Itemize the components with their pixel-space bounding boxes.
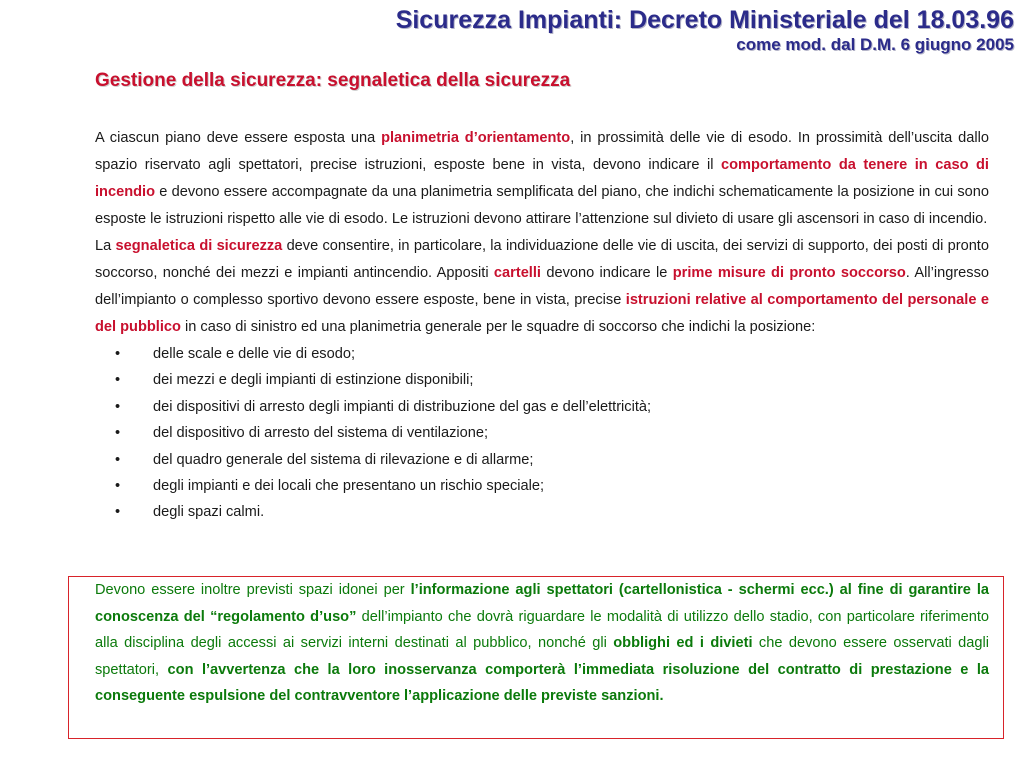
- list-item: • del quadro generale del sistema di rilevazione e di allarme;: [95, 447, 989, 473]
- highlight-segnaletica: segnaletica di sicurezza: [115, 238, 283, 254]
- highlight-planimetria: planimetria d’orientamento: [381, 130, 571, 146]
- highlight-comportamento: comportamento da tenere in caso di incendio: [95, 157, 989, 200]
- slide-body: [95, 125, 989, 526]
- list-item: • dei mezzi e degli impianti di estinzione disponibili;: [95, 367, 989, 393]
- paragraph-planimetria: A ciascun piano deve essere esposta una planimetria d’orientamento, in prossimità delle vie di esodo. In prossimità dell’uscita dallo spazio riservato agli spettatori, precise istruzioni, esposte bene in vista, devono indicare il comportamento da tenere in caso di incendio e devono essere accompagnate da una planimetria semplificata del piano, che indichi schematicamente la posizione in cui sono esposte le istruzioni rispetto alle vie di esodo. Le istruzioni devono attirare l’attenzione sul divieto di usare gli ascensori in caso di incendio.: [95, 130, 989, 227]
- note-bold-informazione: l’informazione agli spettatori (cartellonistica - schermi ecc.) al fine di garantire la conoscenza del “regolamento d’uso”: [95, 582, 989, 625]
- highlight-istruzioni: istruzioni relative al comportamento del personale e del pubblico: [95, 292, 989, 335]
- paragraph-segnaletica: La segnaletica di sicurezza deve consentire, in particolare, la individuazione delle vie di uscita, dei servizi di supporto, dei posti di pronto soccorso, nonché dei mezzi e impianti antincendio. Appositi cartelli devono indicare le prime misure di pronto soccorso. All’ingresso dell’impianto o complesso sportivo devono essere esposte, bene in vista, precise istruzioni relative al comportamento del personale e del pubblico in caso di sinistro ed una planimetria generale per le squadre di soccorso che indichi la posizione:: [95, 238, 990, 335]
- slide-subtitle: come mod. dal D.M. 6 giugno 2005: [736, 35, 1014, 54]
- highlight-pronto-soccorso: prime misure di pronto soccorso: [672, 265, 906, 281]
- list-item: • degli impianti e dei locali che presentano un rischio speciale;: [95, 473, 989, 499]
- list-item: • degli spazi calmi.: [95, 499, 989, 525]
- bullet-list: [95, 341, 989, 526]
- boxed-note: Devono essere inoltre previsti spazi idonei per l’informazione agli spettatori (cartellonistica - schermi ecc.) al fine di garantire la conoscenza del “regolamento d’uso” dell’impianto che dovrà riguardare le modalità di utilizzo dello stadio, con particolare riferimento alla disciplina degli accessi ai servizi interni destinati al pubblico, nonché gli obblighi ed i divieti che devono essere osservati dagli spettatori, con l’avvertenza che la loro inosservanza comporterà l’immediata risoluzione del contratto di prestazione e la conseguente espulsione del contravventore l’applicazione delle previste sanzioni.: [95, 582, 990, 704]
- list-item: • delle scale e delle vie di esodo;: [95, 341, 989, 367]
- highlight-cartelli: cartelli: [493, 265, 541, 281]
- list-item: • dei dispositivi di arresto degli impianti di distribuzione del gas e dell’elettricità;: [95, 394, 989, 420]
- slide-title-block: [396, 6, 1014, 55]
- note-bold-avvertenza: con l’avvertenza che la loro inosservanza comporterà l’immediata risoluzione del contratto di prestazione e la conseguente espulsione del contravventore l’applicazione delle previste sanzioni.: [95, 661, 989, 704]
- list-item: • del dispositivo di arresto del sistema di ventilazione;: [95, 420, 989, 446]
- section-heading: Gestione della sicurezza: segnaletica della sicurezza: [95, 70, 571, 91]
- slide-title: Sicurezza Impianti: Decreto Ministeriale del 18.03.96: [395, 6, 1014, 34]
- note-bold-obblighi: obblighi ed i divieti: [613, 635, 753, 651]
